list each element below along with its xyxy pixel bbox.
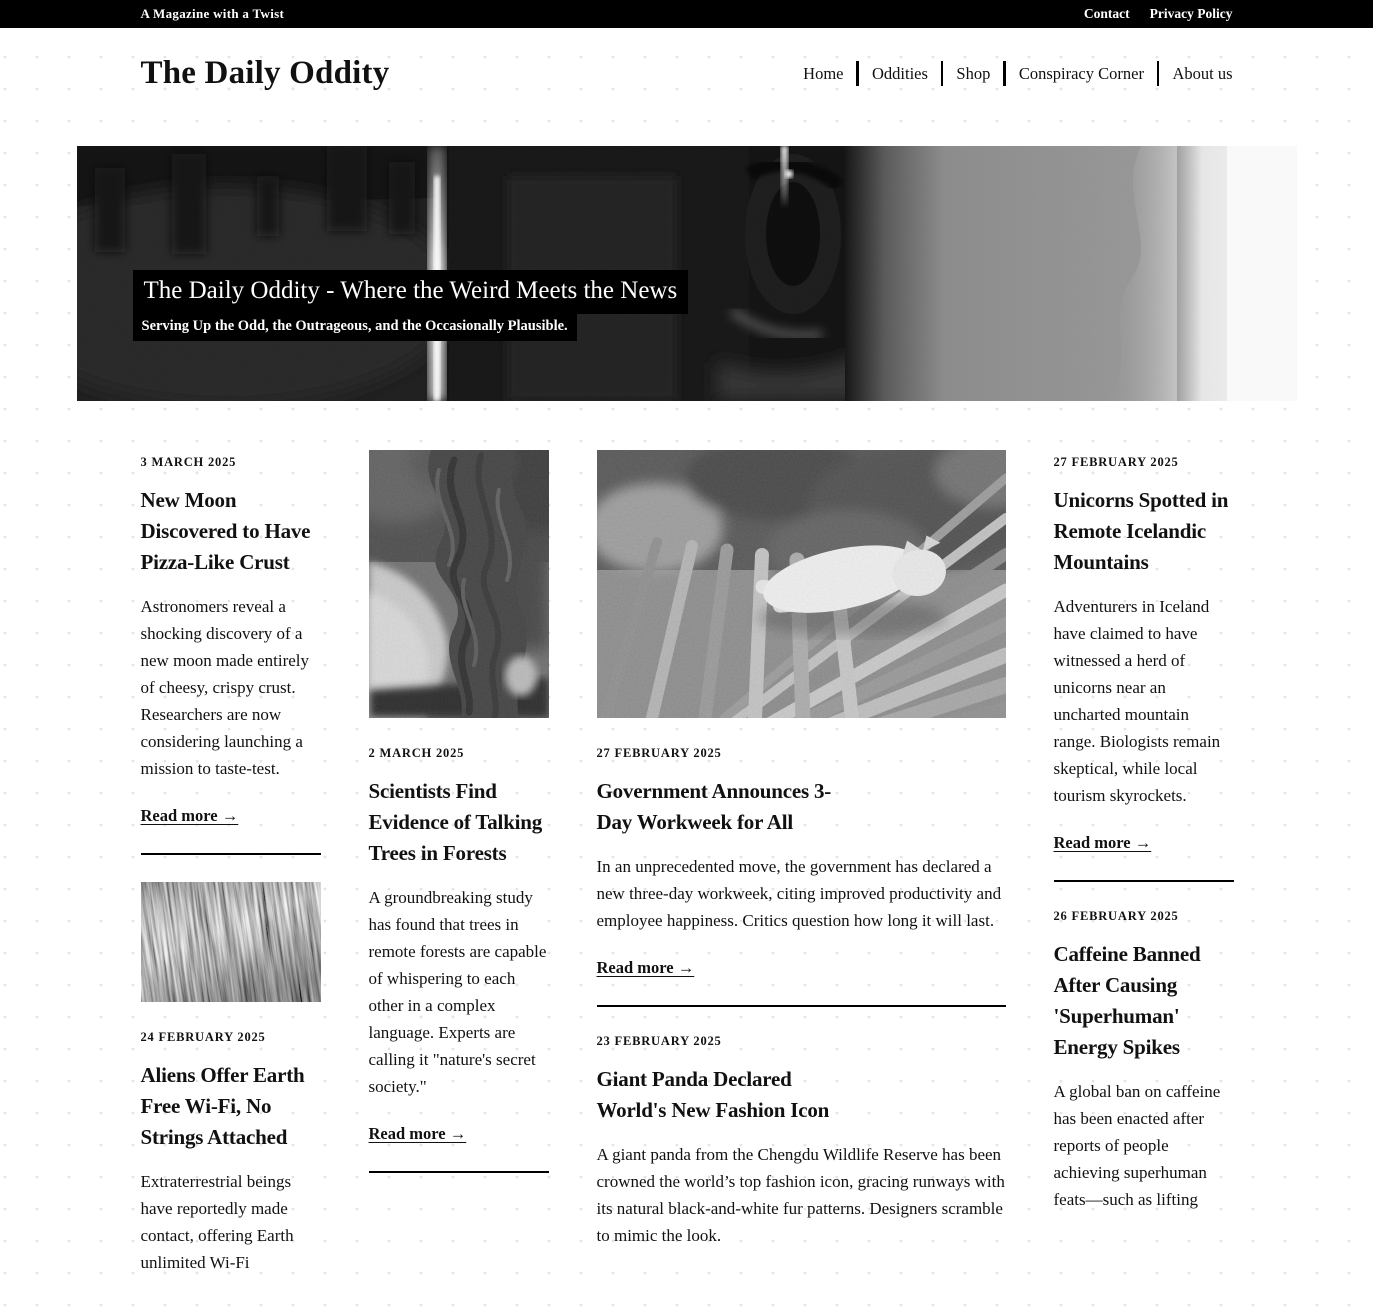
article-unicorns [1054,450,1234,853]
hero-title: The Daily Oddity - Where the Weird Meets the News [133,270,689,314]
article-title[interactable]: New Moon Discovered to Have Pizza-Like Crust [140,488,311,574]
article-excerpt: In an unprecedented move, the government has declared a new three-day workweek, citing improved productivity and employee happiness. Critics question how long it will last. [596,857,1002,930]
article-title[interactable]: Giant Panda Declared World's New Fashion Icon [596,1067,830,1122]
main-nav [803,61,1232,86]
hero-banner [77,146,1297,401]
topbar-links [1084,6,1233,22]
article-title[interactable]: Unicorns Spotted in Remote Icelandic Mountains [1053,488,1229,574]
article-workweek [597,450,1006,978]
article-image-cat-on-bamboo[interactable] [597,450,1006,718]
nav-item-about-us[interactable]: About us [1172,63,1233,83]
top-bar [0,0,1373,28]
article-excerpt: Adventurers in Iceland have claimed to have witnessed a herd of unicorns near an uncharted mountain range. Biologists remain skeptical, while local tourism skyrockets. [1053,597,1221,805]
article-excerpt: A giant panda from the Chengdu Wildlife Reserve has been crowned the world’s top fashion icon, gracing runways with its natural black-and-white fur patterns. Designers scramble to mimic the look. [596,1145,1005,1245]
site-tagline: A Magazine with a Twist [140,6,285,21]
article-excerpt: A global ban on caffeine has been enacted after reports of people achieving superhuman feats—such as lifting [1053,1082,1221,1209]
article-divider [1054,880,1234,882]
article-caffeine [1054,909,1234,1213]
article-new-moon [141,450,321,826]
article-date: 2 MARCH 2025 [368,746,465,760]
article-date: 27 FEBRUARY 2025 [596,746,722,760]
site-title[interactable]: The Daily Oddity [140,55,390,91]
hero-caption [133,270,689,341]
article-date: 23 FEBRUARY 2025 [596,1034,722,1048]
article-date: 27 FEBRUARY 2025 [1053,455,1179,469]
article-aliens-wifi [141,882,321,1276]
hero-subtitle: Serving Up the Odd, the Outrageous, and the Occasionally Plausible. [133,314,577,341]
read-more-link[interactable]: Read more → [140,806,239,825]
article-grid [141,450,1233,1300]
article-date: 24 FEBRUARY 2025 [140,1030,266,1044]
column-3 [597,450,1006,1273]
article-talking-trees [369,450,549,1144]
column-1 [141,450,321,1300]
column-4 [1054,450,1234,1237]
article-title[interactable]: Aliens Offer Earth Free Wi-Fi, No Strings Attached [140,1063,305,1149]
article-date: 26 FEBRUARY 2025 [1053,909,1179,923]
article-date: 3 MARCH 2025 [140,455,237,469]
read-more-link[interactable]: Read more → [1053,833,1152,852]
article-divider [597,1005,1006,1007]
article-image-olive-tree[interactable] [369,450,549,718]
nav-item-home[interactable]: Home [803,63,844,83]
article-title[interactable]: Scientists Find Evidence of Talking Trees in Forests [368,779,543,865]
article-divider [369,1171,549,1173]
article-image-fur-texture[interactable] [141,882,321,1002]
site-header [141,28,1233,116]
article-title[interactable]: Government Announces 3-Day Workweek for All [596,779,832,834]
nav-item-conspiracy-corner[interactable]: Conspiracy Corner [1018,63,1144,83]
topbar-link-privacy-policy[interactable]: Privacy Policy [1149,6,1233,21]
column-2 [369,450,549,1200]
article-excerpt: Extraterrestrial beings have reportedly made contact, offering Earth unlimited Wi-Fi [140,1172,294,1272]
nav-item-oddities[interactable]: Oddities [871,63,928,83]
article-title[interactable]: Caffeine Banned After Causing 'Superhuman' Energy Spikes [1053,942,1201,1059]
nav-item-shop[interactable]: Shop [956,63,991,83]
article-panda [597,1034,1006,1249]
article-excerpt: Astronomers reveal a shocking discovery of a new moon made entirely of cheesy, crispy crust. Researchers are now considering launching a mission to taste-test. [140,597,310,778]
article-excerpt: A groundbreaking study has found that trees in remote forests are capable of whispering to each other in a complex language. Experts are calling it "nature's secret society." [368,888,547,1096]
article-divider [141,853,321,855]
read-more-link[interactable]: Read more → [596,958,695,977]
read-more-link[interactable]: Read more → [368,1124,467,1143]
topbar-link-contact[interactable]: Contact [1083,6,1130,21]
